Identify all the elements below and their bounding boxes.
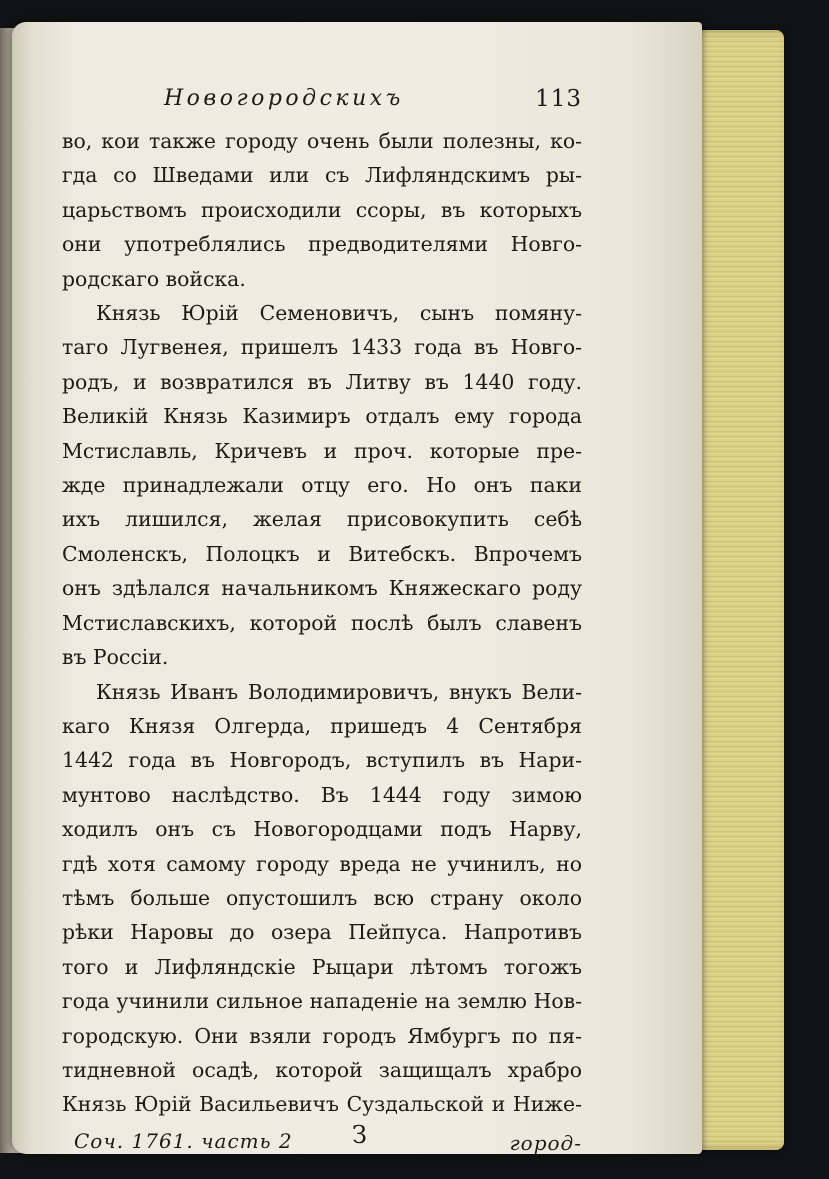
text-line: таго Лугвенея, пришелъ 1433 года въ Новго-: [62, 335, 582, 360]
page-footer: [62, 1120, 582, 1160]
page-text-block: [62, 82, 582, 1160]
text-line: Князь Иванъ Володимировичъ, внукъ Вели-: [96, 679, 582, 704]
paragraph-3: [62, 675, 582, 1122]
text-line: Мстиславскихъ, которой послѣ былъ славенъ: [62, 610, 582, 635]
printer-signature: Соч. 1761. часть 2: [74, 1128, 293, 1153]
text-line: Князь Юрій Семеновичъ, сынъ помяну-: [96, 301, 582, 326]
page-number: 113: [535, 86, 582, 112]
text-line: года учинили сильное нападеніе на землю Нов-: [62, 989, 582, 1014]
running-head: Новогородскихъ: [164, 86, 404, 111]
text-line: Великій Князь Казимиръ отдалъ ему города: [62, 404, 582, 429]
text-line: во, кои также городу очень были полезны, ко-: [62, 129, 582, 153]
text-line: Князь Юрій Васильевичъ Суздальской и Ниже-: [62, 1092, 582, 1117]
text-line: гда со Шведами или съ Лифляндскимъ ры-: [62, 163, 582, 188]
text-line: онъ здѣлался начальникомъ Княжескаго роду: [62, 576, 582, 601]
text-line: того и Лифляндскіе Рыцари лѣтомъ тогожъ: [62, 954, 582, 979]
catchword: город-: [509, 1130, 582, 1155]
text-line: въ Россіи.: [62, 645, 169, 670]
text-line: жде принадлежали отцу его. Но онъ паки: [62, 473, 582, 498]
text-line: мунтово наслѣдство. Въ 1444 году зимою: [62, 782, 582, 807]
paragraph-2: [62, 296, 582, 674]
text-line: тидневной осадѣ, которой защищалъ храбро: [62, 1057, 582, 1082]
text-line: рѣки Наровы до озера Пейпуса. Напротивъ: [62, 920, 582, 945]
text-line: Мстиславль, Кричевъ и проч. которые пре-: [62, 438, 582, 463]
text-line: родъ, и возвратился въ Литву въ 1440 году.: [62, 369, 582, 394]
text-line: городскую. Они взяли городъ Ямбургъ по пя-: [62, 1023, 582, 1048]
text-line: 1442 года въ Новгородъ, вступилъ въ Нари-: [62, 748, 582, 773]
text-line: каго Князя Олгерда, пришедъ 4 Сентября: [62, 713, 582, 738]
text-line: ихъ лишился, желая присовокупить себѣ: [62, 507, 582, 532]
text-line: царьствомъ происходили ссоры, въ которыхъ: [62, 197, 582, 222]
text-line: гдѣ хотя самому городу вреда не учинилъ, но: [62, 851, 582, 876]
page-header: [62, 82, 582, 124]
text-line: родскаго войска.: [62, 266, 246, 291]
text-line: они употреблялись предводителями Новго-: [62, 232, 582, 257]
paragraph-1: [62, 124, 582, 296]
signature-mark: З: [352, 1120, 367, 1149]
text-line: тѣмъ больше опустошилъ всю страну около: [62, 885, 582, 910]
text-line: ходилъ онъ съ Новогородцами подъ Нарву,: [62, 817, 582, 842]
text-line: Смоленскъ, Полоцкъ и Витебскъ. Впрочемъ: [62, 541, 582, 566]
